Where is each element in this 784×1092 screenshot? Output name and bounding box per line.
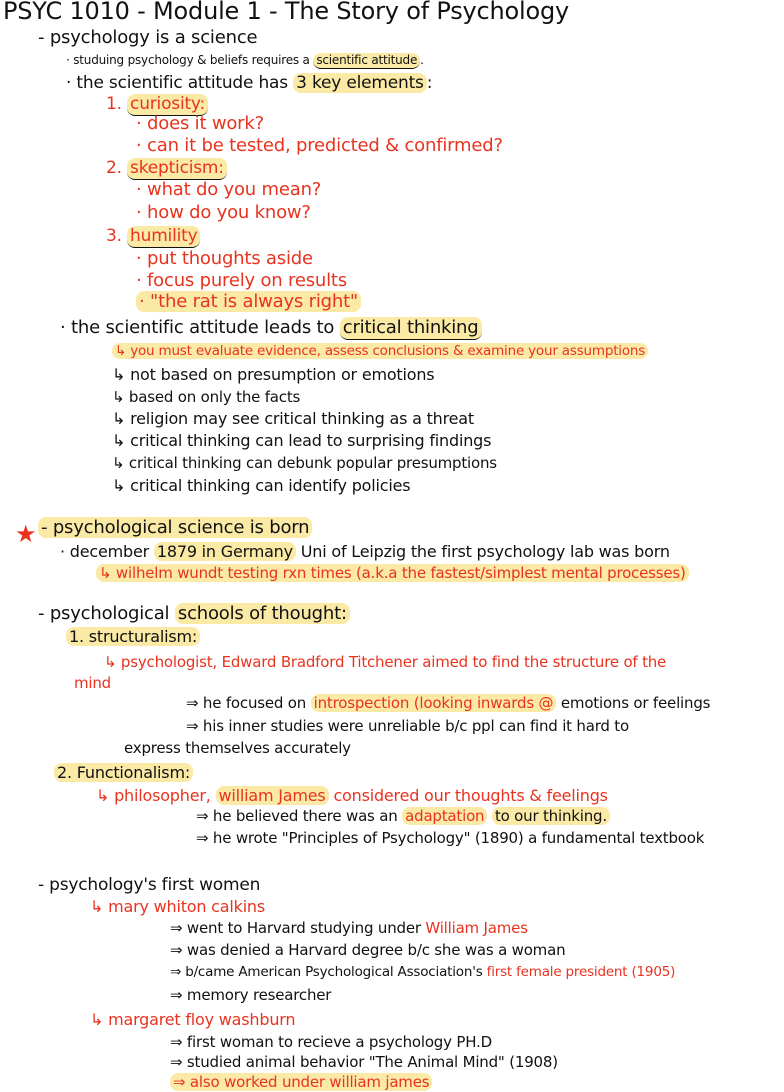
list-item: ⇒ went to Harvard studying under William James [170,919,528,937]
list-item: · how do you know? [136,202,311,223]
note-line: · the scientific attitude has 3 key elements : [66,73,433,93]
section-heading-women: - psychology's first women [38,875,261,895]
school-heading-functionalism: 2. Functionalism: [54,764,193,782]
list-item: · put thoughts aside [136,248,313,269]
element-heading-skepticism: 2. skepticism: [106,159,227,178]
school-heading-structuralism: 1. structuralism: [66,628,200,646]
list-item: · can it be tested, predicted & confirmed? [136,135,503,156]
note-line: · december 1879 in Germany Uni of Leipzig the first psychology lab was born [60,542,670,561]
list-item: ⇒ first woman to recieve a psychology PH.D [170,1033,492,1051]
highlight-critical-thinking: critical thinking [340,317,482,340]
list-item: ⇒ studied animal behavior "The Animal Mind" (1908) [170,1053,558,1071]
list-item: ⇒ he focused on introspection (looking inwards @ emotions or feelings [186,694,711,712]
person-name: ↳ margaret floy washburn [90,1010,296,1029]
element-heading-curiosity: 1. curiosity: [106,95,208,114]
list-item: ⇒ was denied a Harvard degree b/c she was a woman [170,941,566,959]
list-item: ⇒ also worked under william james [170,1074,432,1091]
highlight-key-elements: 3 key elements [293,73,427,93]
list-item: ↳ philosopher, william James considered our thoughts & feelings [96,786,608,805]
list-item: ↳ psychologist, Edward Bradford Titchener aimed to find the structure of the [104,653,667,671]
highlight-1879-germany: 1879 in Germany [154,542,296,561]
list-item: ⇒ his inner studies were unreliable b/c ppl can find it hard to [186,717,629,735]
note-line: · studuing psychology & beliefs requires a scientific attitude . [66,53,424,67]
section-heading-schools: - psychological schools of thought: [38,604,350,624]
section-heading-science: - psychology is a science [38,27,258,48]
list-item: ⇒ memory researcher [170,986,332,1004]
list-item: · what do you mean? [136,179,322,200]
highlight-scientific-attitude: scientific attitude [313,53,420,69]
list-item: ↳ critical thinking can identify policies [112,476,411,495]
list-item-continuation: mind [74,674,112,692]
list-item: ⇒ he wrote "Principles of Psychology" (1890) a fundamental textbook [196,829,705,847]
list-item: · does it work? [136,113,264,134]
star-icon: ★ [15,520,37,548]
list-item: ↳ based on only the facts [112,388,301,406]
list-item: ⇒ he believed there was an adaptation to our thinking. [196,808,610,825]
person-name: ↳ mary whiton calkins [90,897,266,916]
list-item: ↳ you must evaluate evidence, assess conclusions & examine your assumptions [112,344,648,359]
list-item: ⇒ b/came American Psychological Association's first female president (1905) [170,964,676,980]
section-heading-science-born: - psychological science is born [38,518,312,538]
list-item: · focus purely on results [136,270,347,291]
page-title: PSYC 1010 - Module 1 - The Story of Psychology [3,0,570,25]
list-item: ↳ not based on presumption or emotions [112,365,435,384]
list-item: ↳ critical thinking can lead to surprising findings [112,431,492,450]
list-item: ↳ wilhelm wundt testing rxn times (a.k.a the fastest/simplest mental processes) [96,565,689,582]
element-heading-humility: 3. humility [106,227,200,246]
list-item: ↳ critical thinking can debunk popular presumptions [112,454,497,472]
list-item: · "the rat is always right" [136,292,361,312]
list-item-continuation: express themselves accurately [124,739,351,757]
list-item: ↳ religion may see critical thinking as a threat [112,409,474,428]
note-line: · the scientific attitude leads to critical thinking [60,318,482,338]
